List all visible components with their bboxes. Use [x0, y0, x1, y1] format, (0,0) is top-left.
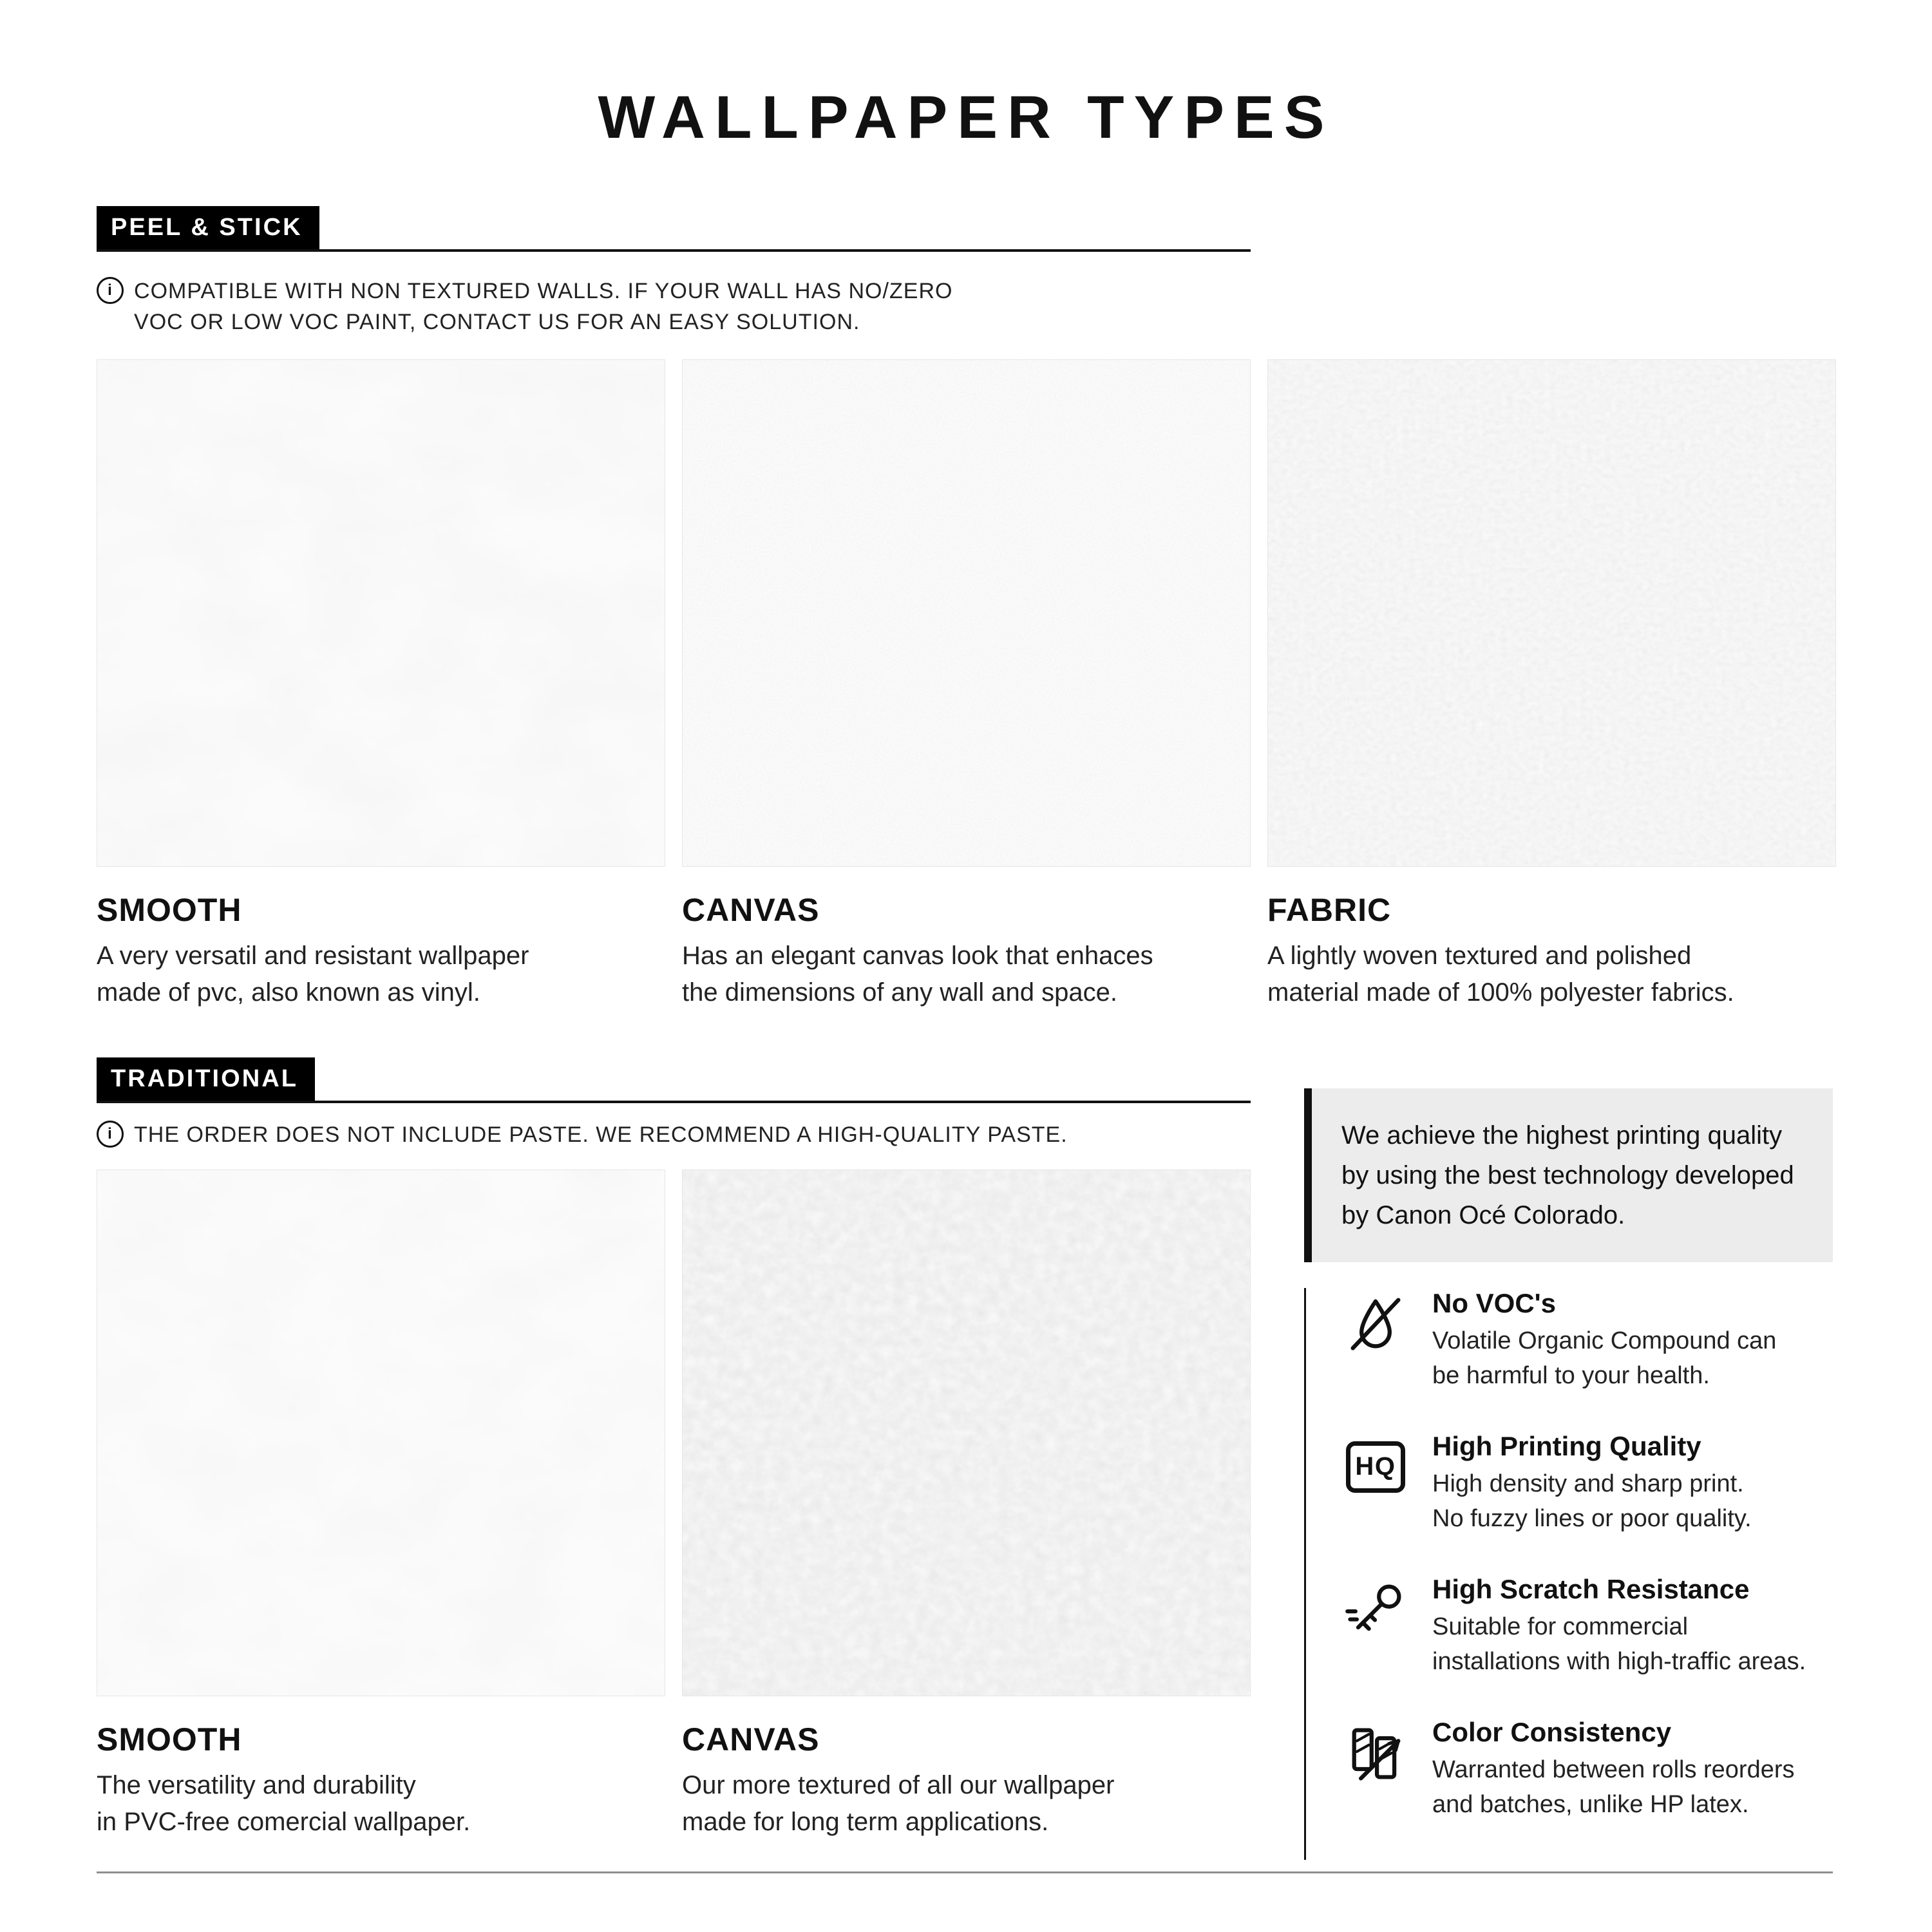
section-label-peel-stick: PEEL & STICK — [97, 206, 319, 249]
peel-stick-swatch-row — [97, 359, 1835, 1011]
footer-divider — [97, 1871, 1833, 1873]
feature-title: High Scratch Resistance — [1432, 1573, 1750, 1604]
swatch-description: Our more textured of all our wallpaper made for long term applications. — [682, 1771, 1115, 1836]
traditional-note — [97, 1119, 1068, 1150]
feature-list — [1304, 1288, 1833, 1860]
swatch-column-smooth-traditional — [97, 1170, 665, 1841]
feature-title: No VOC's — [1432, 1288, 1557, 1318]
key-icon — [1340, 1574, 1412, 1646]
feature-high-scratch-resistance — [1340, 1574, 1833, 1680]
feature-description: Suitable for commercial installations with high-traffic areas. — [1432, 1613, 1806, 1675]
feature-text — [1432, 1717, 1795, 1823]
swatch-description: A very versatil and resistant wallpaper made of pvc, also known as vinyl. — [97, 942, 529, 1007]
smooth-traditional-texture-image — [97, 1170, 665, 1696]
hq-icon — [1340, 1431, 1412, 1503]
swatch-name: SMOOTH — [97, 892, 242, 928]
color-swatches-icon — [1340, 1717, 1412, 1789]
feature-text — [1432, 1431, 1752, 1537]
feature-description: Volatile Organic Compound can be harmful to your health. — [1432, 1327, 1777, 1389]
section-header-peel-stick — [97, 206, 1251, 252]
feature-description: High density and sharp print. No fuzzy lines or poor quality. — [1432, 1470, 1752, 1532]
hq-badge-text: HQ — [1346, 1441, 1405, 1493]
fabric-texture-image — [1267, 359, 1836, 867]
swatch-name: CANVAS — [682, 1721, 820, 1757]
feature-text — [1432, 1574, 1806, 1680]
feature-no-vocs — [1340, 1288, 1833, 1394]
feature-color-consistency — [1340, 1717, 1833, 1823]
swatch-description: The versatility and durability in PVC-free comercial wallpaper. — [97, 1771, 471, 1836]
info-icon: i — [97, 277, 124, 304]
feature-title: Color Consistency — [1432, 1716, 1672, 1747]
feature-text — [1432, 1288, 1776, 1394]
feature-high-printing-quality — [1340, 1431, 1833, 1537]
smooth-texture-image — [97, 359, 665, 867]
page-title: WALLPAPER TYPES — [598, 83, 1334, 151]
traditional-swatch-row — [97, 1170, 1251, 1841]
no-voc-icon — [1340, 1288, 1412, 1360]
swatch-column-smooth — [97, 359, 665, 1011]
peel-stick-note — [97, 276, 953, 338]
feature-description: Warranted between rolls reorders and batches, unlike HP latex. — [1432, 1756, 1795, 1818]
swatch-name: SMOOTH — [97, 1721, 242, 1757]
swatch-column-canvas-traditional — [682, 1170, 1251, 1841]
printing-quality-callout: We achieve the highest printing quality by using the best technology developed by Canon Océ Colorado. — [1304, 1088, 1833, 1262]
traditional-note-text: THE ORDER DOES NOT INCLUDE PASTE. WE RECOMMEND A HIGH-QUALITY PASTE. — [134, 1122, 1068, 1147]
swatch-name: FABRIC — [1267, 892, 1392, 928]
swatch-column-canvas — [682, 359, 1251, 1011]
info-icon: i — [97, 1121, 124, 1148]
peel-stick-note-text: COMPATIBLE WITH NON TEXTURED WALLS. IF YOUR WALL HAS NO/ZERO VOC OR LOW VOC PAINT, CONTACT US FOR AN EASY SOLUTION. — [134, 279, 953, 335]
section-label-traditional: TRADITIONAL — [97, 1057, 315, 1101]
section-header-traditional — [97, 1057, 1251, 1103]
feature-title: High Printing Quality — [1432, 1430, 1701, 1461]
canvas-traditional-texture-image — [682, 1170, 1251, 1696]
swatch-column-fabric — [1267, 359, 1836, 1011]
canvas-texture-image — [682, 359, 1251, 867]
swatch-description: Has an elegant canvas look that enhaces the dimensions of any wall and space. — [682, 942, 1153, 1007]
swatch-description: A lightly woven textured and polished material made of 100% polyester fabrics. — [1267, 942, 1734, 1007]
swatch-name: CANVAS — [682, 892, 820, 928]
